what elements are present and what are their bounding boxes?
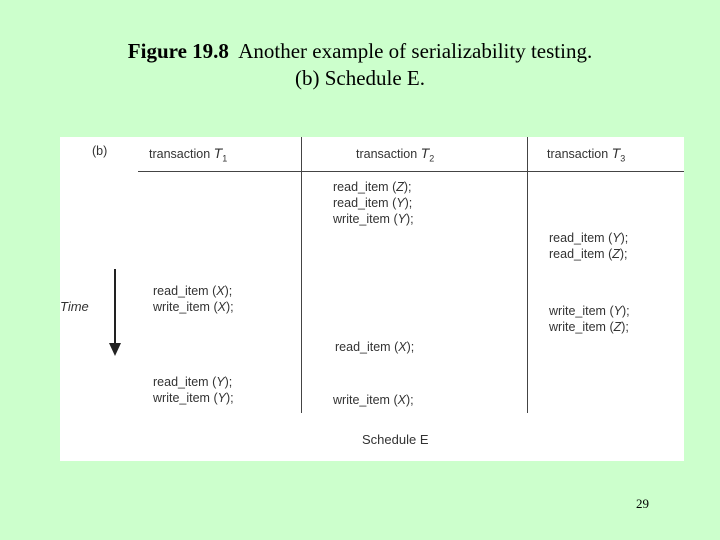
operation-t2-read-y: read_item (Y); <box>333 196 413 210</box>
op-function: write_item <box>333 212 390 226</box>
schedule-figure <box>60 137 684 461</box>
op-function: write_item <box>153 391 210 405</box>
column-header-t1 <box>149 145 227 164</box>
operation-t2-read-x: read_item (X); <box>335 340 415 354</box>
column-divider-1 <box>301 137 302 413</box>
figure-number: Figure 19.8 <box>127 39 229 63</box>
operation-t3-read-z: read_item (Z); <box>549 247 628 261</box>
header-word: transaction <box>547 147 609 161</box>
header-word: transaction <box>149 147 211 161</box>
title-line-1 <box>0 38 720 65</box>
column-divider-2 <box>527 137 528 413</box>
operation-t2-write-x: write_item (X); <box>333 393 414 407</box>
operation-t3-read-y: read_item (Y); <box>549 231 629 245</box>
op-variable: Z <box>396 180 404 194</box>
op-function: write_item <box>549 320 606 334</box>
op-variable: Y <box>217 391 226 405</box>
operation-t1-read-x: read_item (X); <box>153 284 233 298</box>
op-function: read_item <box>153 284 209 298</box>
op-variable: Z <box>613 320 622 334</box>
op-variable: Y <box>397 212 406 226</box>
op-function: read_item <box>333 180 389 194</box>
time-arrow-icon <box>109 343 121 356</box>
op-variable: X <box>216 284 225 298</box>
op-variable: Y <box>612 231 621 245</box>
operation-t3-write-y: write_item (Y); <box>549 304 630 318</box>
op-variable: Z <box>612 247 620 261</box>
header-name: T <box>611 145 621 161</box>
header-sub: 3 <box>620 153 626 164</box>
figure-subtitle: (b) Schedule E. <box>294 66 426 90</box>
op-variable: X <box>217 300 226 314</box>
header-name: T <box>213 145 223 161</box>
header-sub: 1 <box>222 153 228 164</box>
op-function: write_item <box>549 304 606 318</box>
op-function: read_item <box>549 247 605 261</box>
page-number: 29 <box>636 496 649 511</box>
header-word: transaction <box>356 147 418 161</box>
op-function: read_item <box>549 231 605 245</box>
header-divider <box>138 171 684 172</box>
operation-t2-read-z: read_item (Z); <box>333 180 412 194</box>
column-header-t3 <box>547 145 625 164</box>
op-function: read_item <box>153 375 209 389</box>
op-variable: Y <box>613 304 622 318</box>
slide-title <box>0 38 720 92</box>
figure-title: Another example of serializability testing. <box>238 39 593 63</box>
time-arrow-shaft <box>114 269 116 347</box>
op-variable: X <box>397 393 406 407</box>
header-sub: 2 <box>429 153 435 164</box>
op-function: read_item <box>335 340 391 354</box>
op-function: read_item <box>333 196 389 210</box>
op-variable: Y <box>396 196 405 210</box>
operation-t1-write-y: write_item (Y); <box>153 391 234 405</box>
op-function: write_item <box>333 393 390 407</box>
column-header-t2 <box>356 145 434 164</box>
operation-t1-write-x: write_item (X); <box>153 300 234 314</box>
operation-t3-write-z: write_item (Z); <box>549 320 629 334</box>
operation-t2-write-y: write_item (Y); <box>333 212 414 226</box>
op-variable: Y <box>216 375 225 389</box>
header-name: T <box>420 145 430 161</box>
figure-label: (b) <box>92 144 108 158</box>
op-variable: X <box>398 340 407 354</box>
schedule-caption: Schedule E <box>362 432 429 447</box>
op-function: write_item <box>153 300 210 314</box>
operation-t1-read-y: read_item (Y); <box>153 375 233 389</box>
time-label: Time <box>60 299 89 314</box>
